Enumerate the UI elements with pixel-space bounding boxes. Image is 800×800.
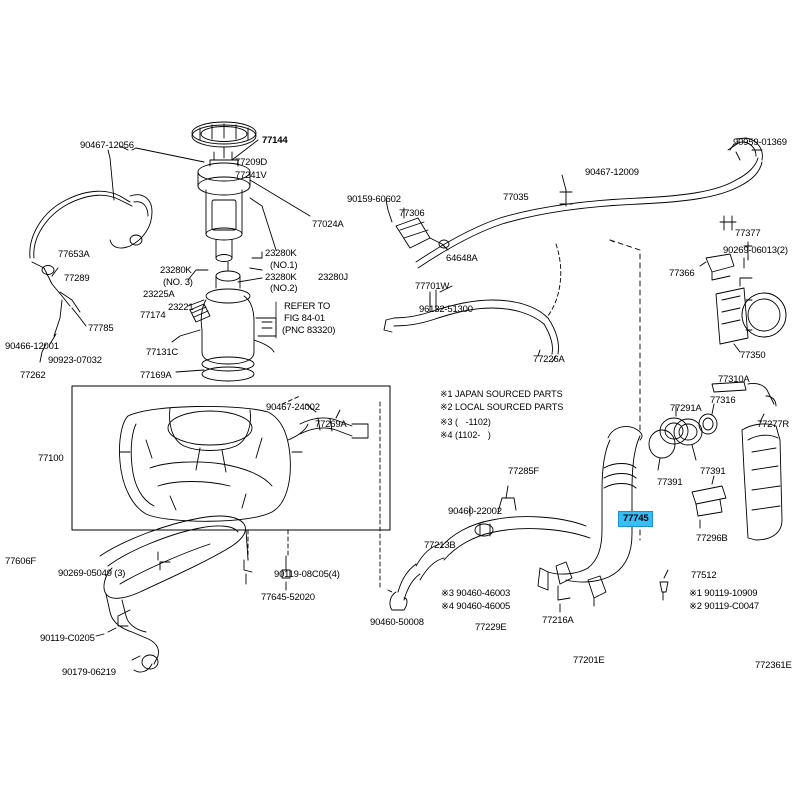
part-label[interactable]: (NO. 3) (163, 277, 193, 288)
part-label[interactable]: 77306 (399, 208, 425, 219)
part-label[interactable]: 90959-01369 (733, 137, 787, 148)
part-label[interactable]: 77213B (424, 540, 456, 551)
part-label[interactable]: 90460-22002 (448, 506, 502, 517)
part-label[interactable]: 90460-50008 (370, 617, 424, 628)
part-label[interactable]: (NO.1) (270, 260, 298, 271)
refer-to-line-2: FIG 84-01 (284, 313, 325, 324)
part-label[interactable]: ※1 90119-10909 (689, 588, 758, 599)
note-line-4: ※4 (1102- ) (440, 430, 491, 440)
part-label[interactable]: 77785 (88, 323, 114, 334)
part-label[interactable]: 64648A (446, 253, 478, 264)
part-label[interactable]: 77366 (669, 268, 695, 279)
part-label[interactable]: 77269A (315, 419, 347, 430)
part-label[interactable]: 23221 (168, 302, 194, 313)
part-label[interactable]: 90466-12001 (5, 341, 59, 352)
part-label[interactable]: 90269-05049 (3) (58, 568, 126, 579)
part-label[interactable]: 77606F (5, 556, 37, 567)
refer-to-line-1: REFER TO (284, 301, 331, 312)
part-label[interactable]: 77296B (696, 533, 728, 544)
part-label[interactable]: 90467-12009 (585, 167, 639, 178)
part-label[interactable]: 77512 (691, 570, 717, 581)
part-label[interactable]: 77226A (533, 354, 565, 365)
part-label[interactable]: 77377 (735, 228, 761, 239)
part-label[interactable]: 77701W (415, 281, 450, 292)
part-label[interactable]: ※2 90119-C0047 (689, 601, 759, 612)
part-label[interactable]: 77100 (38, 453, 64, 464)
part-label[interactable]: 77277R (757, 419, 790, 430)
part-label[interactable]: 77285F (508, 466, 540, 477)
note-line-2: ※2 LOCAL SOURCED PARTS (440, 402, 564, 412)
part-label[interactable]: (NO.2) (270, 283, 298, 294)
part-label[interactable]: 90269-06013(2) (723, 245, 788, 256)
part-label[interactable]: 77174 (140, 310, 166, 321)
part-label[interactable]: 23280K (265, 272, 297, 283)
refer-to-line-3: (PNC 83320) (282, 325, 336, 336)
part-label[interactable]: 77391 (657, 477, 683, 488)
part-label[interactable]: 90467-12056 (80, 140, 134, 151)
part-label[interactable]: 77310A (718, 374, 750, 385)
part-label[interactable]: 77291A (670, 403, 702, 414)
part-label[interactable]: 77209D (235, 157, 268, 168)
part-label[interactable]: 23280K (265, 248, 297, 259)
part-label[interactable]: 77229E (475, 622, 507, 633)
part-label[interactable]: 77216A (542, 615, 574, 626)
part-label[interactable]: 23280K (160, 265, 192, 276)
part-label[interactable]: 77144 (262, 135, 288, 146)
part-label[interactable]: 90179-06219 (62, 667, 116, 678)
note-line-1: ※1 JAPAN SOURCED PARTS (440, 389, 563, 399)
part-label[interactable]: 77289 (64, 273, 90, 284)
part-label[interactable]: 90119-08C05(4) (274, 569, 340, 580)
part-label[interactable]: 96132-51300 (419, 304, 473, 315)
part-label[interactable]: 90923-07032 (48, 355, 102, 366)
highlighted-part-number[interactable]: 77745 (618, 511, 653, 527)
part-label[interactable]: 77653A (58, 249, 90, 260)
part-label[interactable]: 77024A (312, 219, 344, 230)
part-label[interactable]: 23280J (318, 272, 348, 283)
part-label[interactable]: ※3 90460-46003 (441, 588, 511, 599)
part-label[interactable]: 77391 (700, 466, 726, 477)
part-label[interactable]: 77131C (146, 347, 179, 358)
note-line-3: ※3 ( -1102) (440, 417, 491, 427)
part-label[interactable]: 90467-24002 (266, 402, 320, 413)
part-label[interactable]: 77201E (573, 655, 605, 666)
part-label[interactable]: 77169A (140, 370, 172, 381)
part-label[interactable]: 77262 (20, 370, 46, 381)
part-label[interactable]: 77241V (235, 170, 267, 181)
part-label[interactable]: ※4 90460-46005 (441, 601, 511, 612)
part-label[interactable]: 77645-52020 (261, 592, 315, 603)
part-label[interactable]: 77035 (503, 192, 529, 203)
part-label[interactable]: 90119-C0205 (40, 633, 95, 644)
part-label[interactable]: 90159-60602 (347, 194, 401, 205)
part-label[interactable]: 77316 (710, 395, 736, 406)
part-label[interactable]: 77350 (740, 350, 766, 361)
part-label[interactable]: 23225A (143, 289, 175, 300)
diagram-code: 772361E (755, 660, 792, 671)
